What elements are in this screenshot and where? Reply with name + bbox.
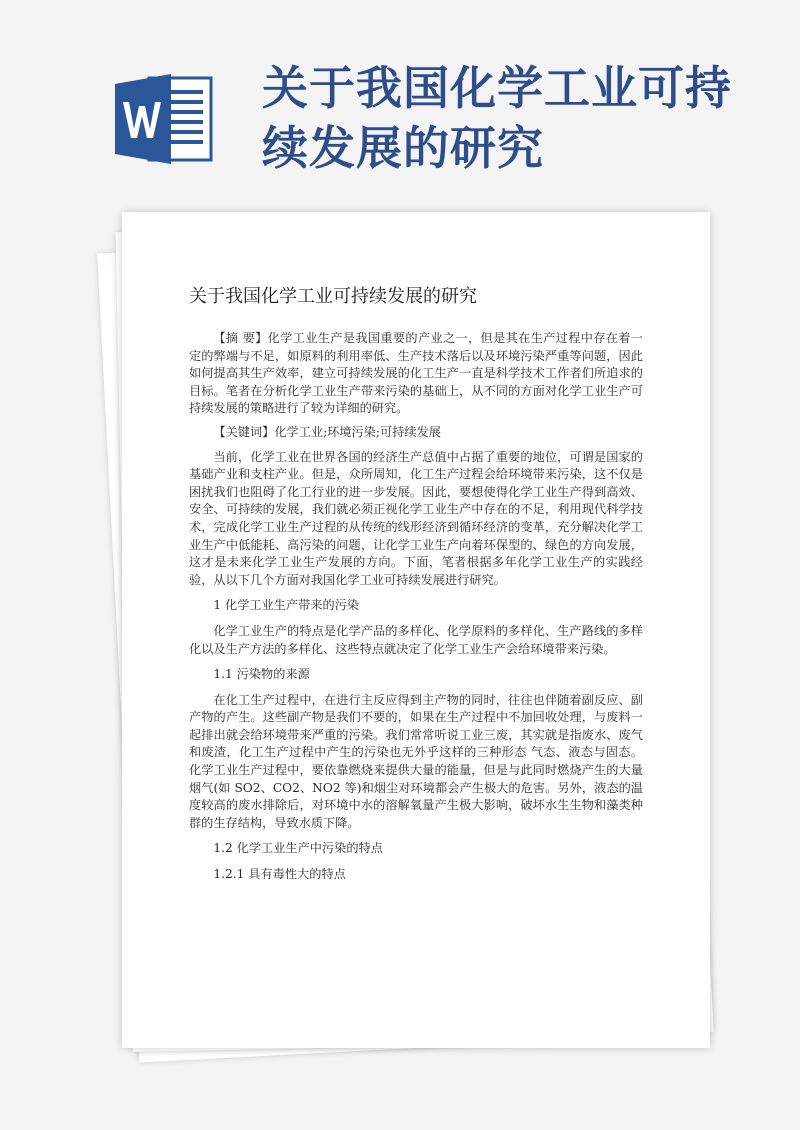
- section-heading-1: 1 化学工业生产带来的污染: [213, 598, 360, 613]
- intro-paragraph: 当前，化学工业在世界各国的经济生产总值中占据了重要的地位，可谓是国家的基础产业和支柱产业。但是，众所周知，化工生产过程会给环境带来污染，这不仅是困扰我们也阻碍了化工行业的进一步发展。因此，要想使得化学工业生产得到高效、安全、可持续的发展，我们就必须正视化学工业生产中存在的不足，利用现代科学技术，完成化学工业生产过程的从传统的线形经济到循环经济的变革，充分解决化学工业生产中低能耗、高污染的问题，让化学工业生产向着环保型的、绿色的方向发展，这才是未来化学工业生产发展的方向。下面，笔者根据多年化学工业生产的实践经验，从以下几个方面对我国化学工业可持续发展进行研究。: [189, 449, 643, 587]
- abstract-paragraph: 【摘 要】化学工业生产是我国重要的产业之一，但是其在生产过程中存在着一定的弊端与不足，如原料的利用率低、生产技术落后以及环境污染严重等问题，因此如何提高其生产效率，建立可持续发展的化工生产一直是科学技术工作者们所追求的目标。笔者在分析化学工业生产带来污染的基础上，从不同的方面对化学工业生产可持续发展的策略进行了较为详细的研究。: [189, 331, 643, 416]
- keywords-line: 【关键词】化学工业;环境污染;可持续发展: [213, 424, 441, 439]
- document-body: [189, 330, 643, 892]
- document-title: 关于我国化学工业可持续发展的研究: [189, 286, 477, 307]
- section-heading-1-2-1: 1.2.1 具有毒性大的特点: [213, 867, 346, 882]
- section-heading-1-1: 1.1 污染物的来源: [213, 667, 310, 682]
- word-document-icon: [113, 74, 215, 164]
- section-1-1-paragraph: 在化工生产过程中，在进行主反应得到主产物的同时，往往也伴随着副反应、副产物的产生。这些副产物是我们不要的，如果在生产过程中不加回收处理，与废料一起排出就会给环境带来严重的污染。我们常常听说工业三废，其实就是指废水、废气和废渣，化工生产过程中产生的污染也无外乎这样的三种形态 气态、液态与固态。化学工业生产过程中，要依靠燃烧来提供大量的能量，但是与此同时燃烧产生的大量烟气(如 SO2、CO2、NO2 等)和烟尘对环境都会产生极大的危害。另外，液态的温度较高的废水排除后，对环境中水的溶解氧量产生极大影响，破坏水生生物和藻类种群的生存结构，导致水质下降。: [189, 692, 643, 830]
- header-title-line-1: 关于我国化学工业可持: [262, 61, 732, 115]
- section-1-paragraph: 化学工业生产的特点是化学产品的多样化、化学原料的多样化、生产路线的多样化以及生产方法的多样化、这些特点就决定了化学工业生产会给环境带来污染。: [189, 623, 643, 656]
- document-page: [122, 212, 710, 1048]
- section-heading-1-2: 1.2 化学工业生产中污染的特点: [213, 841, 383, 856]
- header-title: [262, 58, 782, 178]
- header-title-line-2: 续发展的研究: [262, 121, 544, 175]
